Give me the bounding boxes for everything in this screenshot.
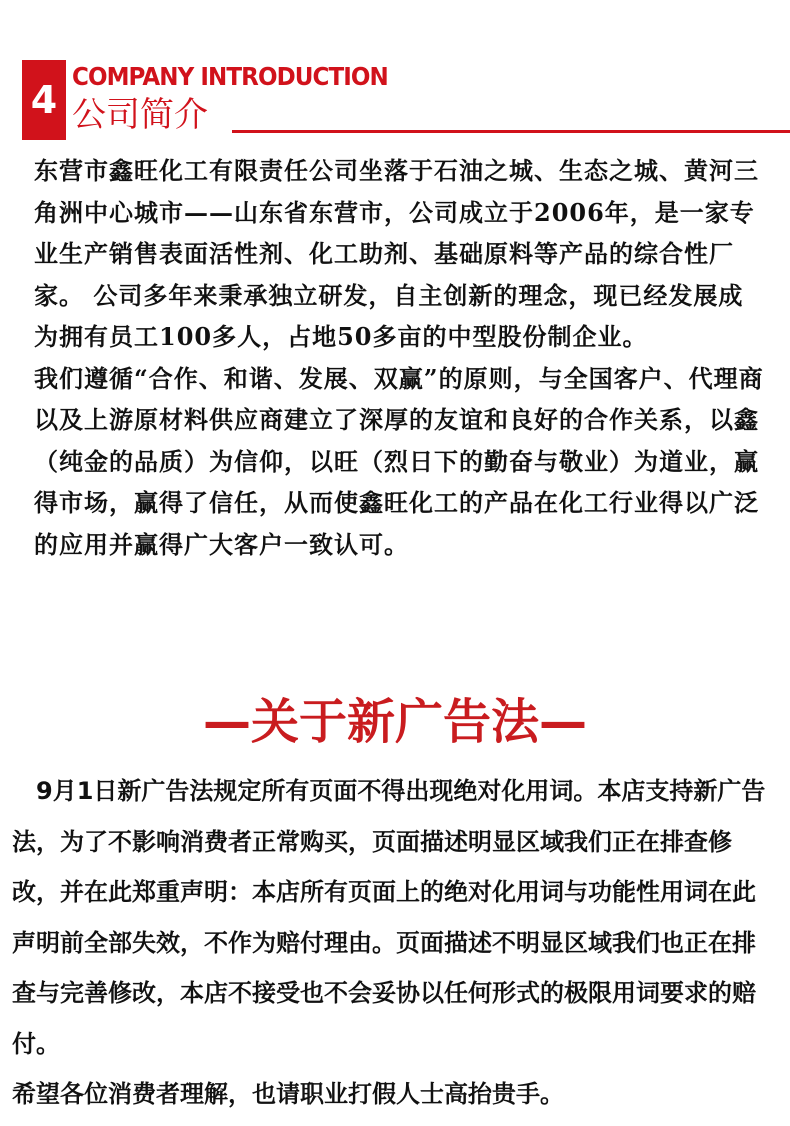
advertising-law-notice (12, 766, 772, 1120)
notice-paragraph-1 (12, 766, 772, 1069)
advertising-law-title: —关于新广告法— (202, 694, 587, 750)
section-title-english: COMPANY INTRODUCTION (72, 62, 388, 91)
intro-paragraph-1: 东营市鑫旺化工有限责任公司坐落于石油之城、生态之城、黄河三角洲中心城市——山东省东营市，公司成立于2006年，是一家专业生产销售表面活性剂、化工助剂、基础原料等产品的综合性厂家。 公司多年来秉承独立研发，自主创新的理念，现已经发展成为拥有员工100多人，占地50多亩的中型股份制企业。 (34, 156, 759, 351)
notice-paragraph-1-text: 9月1日新广告法规定所有页面不得出现绝对化用词。本店支持新广告法，为了不影响消费者正常购买，页面描述明显区域我们正在排查修改，并在此郑重声明：本店所有页面上的绝对化用词与功能性用词在此声明前全部失效，不作为赔付理由。页面描述不明显区域我们也正在排查与完善修改，本店不接受也不会妥协以任何形式的极限用词要求的赔付。 (12, 777, 766, 1058)
notice-paragraph-2: 希望各位消费者理解，也请职业打假人士高抬贵手。 (12, 1080, 564, 1108)
company-introduction-text (34, 150, 764, 565)
intro-paragraph-2: 我们遵循“合作、和谐、发展、双赢”的原则，与全国客户、代理商以及上游原材料供应商建立了深厚的友谊和良好的合作关系，以鑫（纯金的品质）为信仰，以旺（烈日下的勤奋与敬业）为道业，赢得市场，赢得了信任，从而使鑫旺化工的产品在化工行业得以广泛的应用并赢得广大客户一致认可。 (34, 363, 764, 559)
header-divider-line (232, 130, 790, 133)
section-title-chinese: 公司简介 (72, 95, 208, 135)
section-number-badge: 4 (22, 60, 66, 140)
section-header (22, 60, 790, 140)
